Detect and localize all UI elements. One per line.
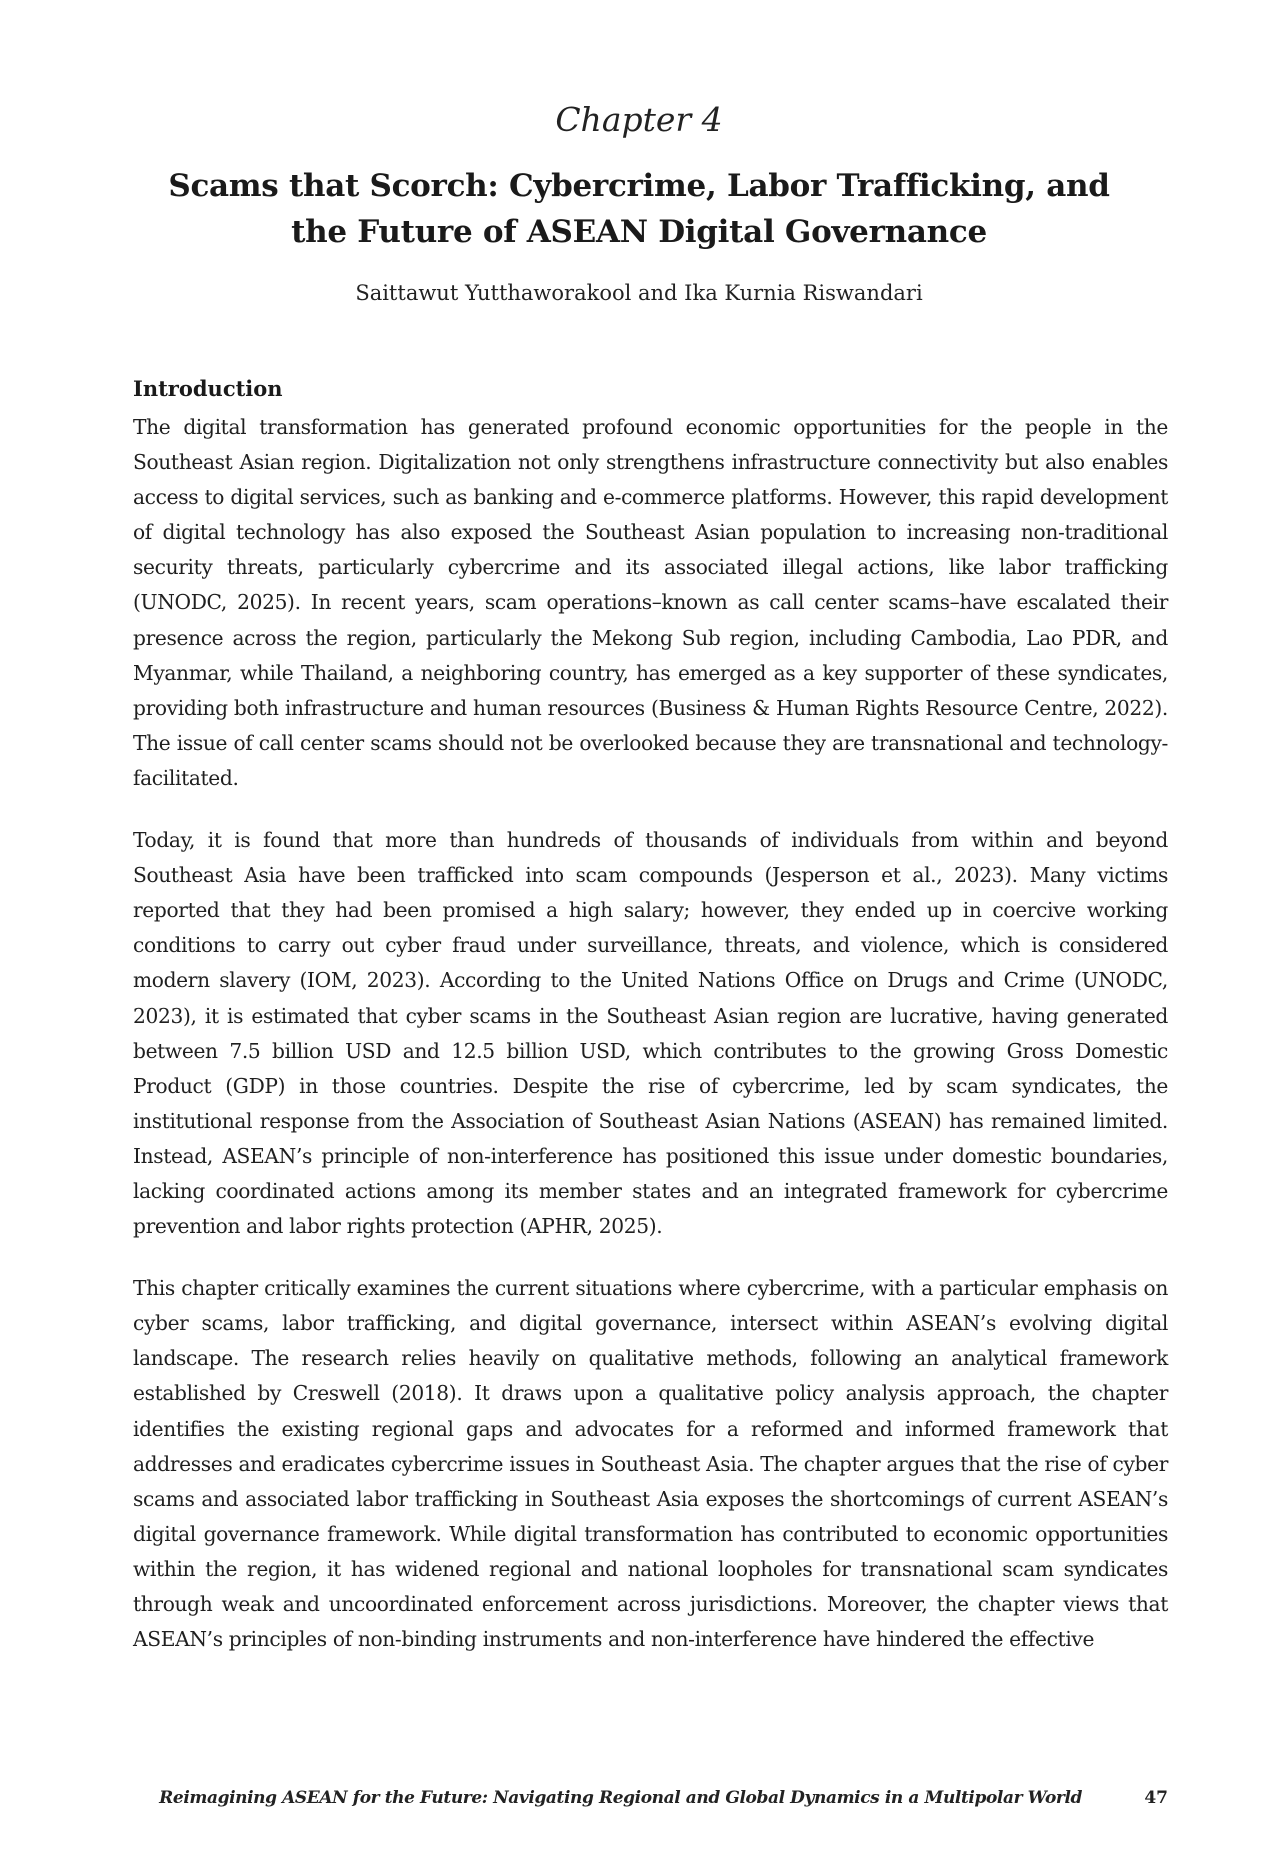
footer-book-title: Reimagining ASEAN for the Future: Navigating Regional and Global Dynamics in a Multipolar World [159,1788,1082,1808]
section-heading: Introduction [133,376,283,401]
paragraph-1: The digital transformation has generated profound economic opportunities for the people in the Southeast Asian region. Digitalization not only strengthens infrastructure connectivity but also enables access to digital services, such as banking and e-commerce platforms. However, this rapid development of digital technology has also exposed the Southeast Asian population to increasing non-traditional security threats, particularly cybercrime and its associated illegal actions, like labor trafficking (UNODC, 2025). In recent years, scam operations–known as call center scams–have escalated their presence across the region, particularly the Mekong Sub region, including Cambodia, Lao PDR, and Myanmar, while Thailand, a neighboring country, has emerged as a key supporter of these syndicates, providing both infrastructure and human resources (Business & Human Rights Resource Centre, 2022). The issue of call center scams should not be overlooked because they are transnational and technology-facilitated. [133,415,1168,790]
chapter-body [133,376,1168,1684]
chapter-authors: Saittawut Yutthaworakool and Ika Kurnia Riswandari [355,281,923,305]
page-footer [133,1788,1168,1818]
page-number: 47 [1144,1788,1168,1808]
chapter-label: Chapter 4 [555,100,723,139]
chapter-title: Scams that Scorch: Cybercrime, Labor Trafficking, and the Future of ASEAN Digital Governance [168,168,1110,250]
paragraph-3: This chapter critically examines the current situations where cybercrime, with a particular emphasis on cyber scams, labor trafficking, and digital governance, intersect within ASEAN’s evolving digital landscape. The research relies heavily on qualitative methods, following an analytical framework established by Creswell (2018). It draws upon a qualitative policy analysis approach, the chapter identifies the existing regional gaps and advocates for a reformed and informed framework that addresses and eradicates cybercrime issues in Southeast Asia. The chapter argues that the rise of cyber scams and associated labor trafficking in Southeast Asia exposes the shortcomings of current ASEAN’s digital governance framework. While digital transformation has contributed to economic opportunities within the region, it has widened regional and national loopholes for transnational scam syndicates through weak and uncoordinated enforcement across jurisdictions. Moreover, the chapter views that ASEAN’s principles of non-binding instruments and non-interference have hindered the effective [133,1276,1168,1652]
paragraph-2: Today, it is found that more than hundreds of thousands of individuals from within and beyond Southeast Asia have been trafficked into scam compounds (Jesperson et al., 2023). Many victims reported that they had been promised a high salary; however, they ended up in coercive working conditions to carry out cyber fraud under surveillance, threats, and violence, which is considered modern slavery (IOM, 2023). According to the United Nations Office on Drugs and Crime (UNODC, 2023), it is estimated that cyber scams in the Southeast Asian region are lucrative, having generated between 7.5 billion USD and 12.5 billion USD, which contributes to the growing Gross Domestic Product (GDP) in those countries. Despite the rise of cybercrime, led by scam syndicates, the institutional response from the Association of Southeast Asian Nations (ASEAN) has remained limited. Instead, ASEAN’s principle of non-interference has positioned this issue under domestic boundaries, lacking coordinated actions among its member states and an integrated framework for cybercrime prevention and labor rights protection (APHR, 2025). [133,828,1168,1239]
